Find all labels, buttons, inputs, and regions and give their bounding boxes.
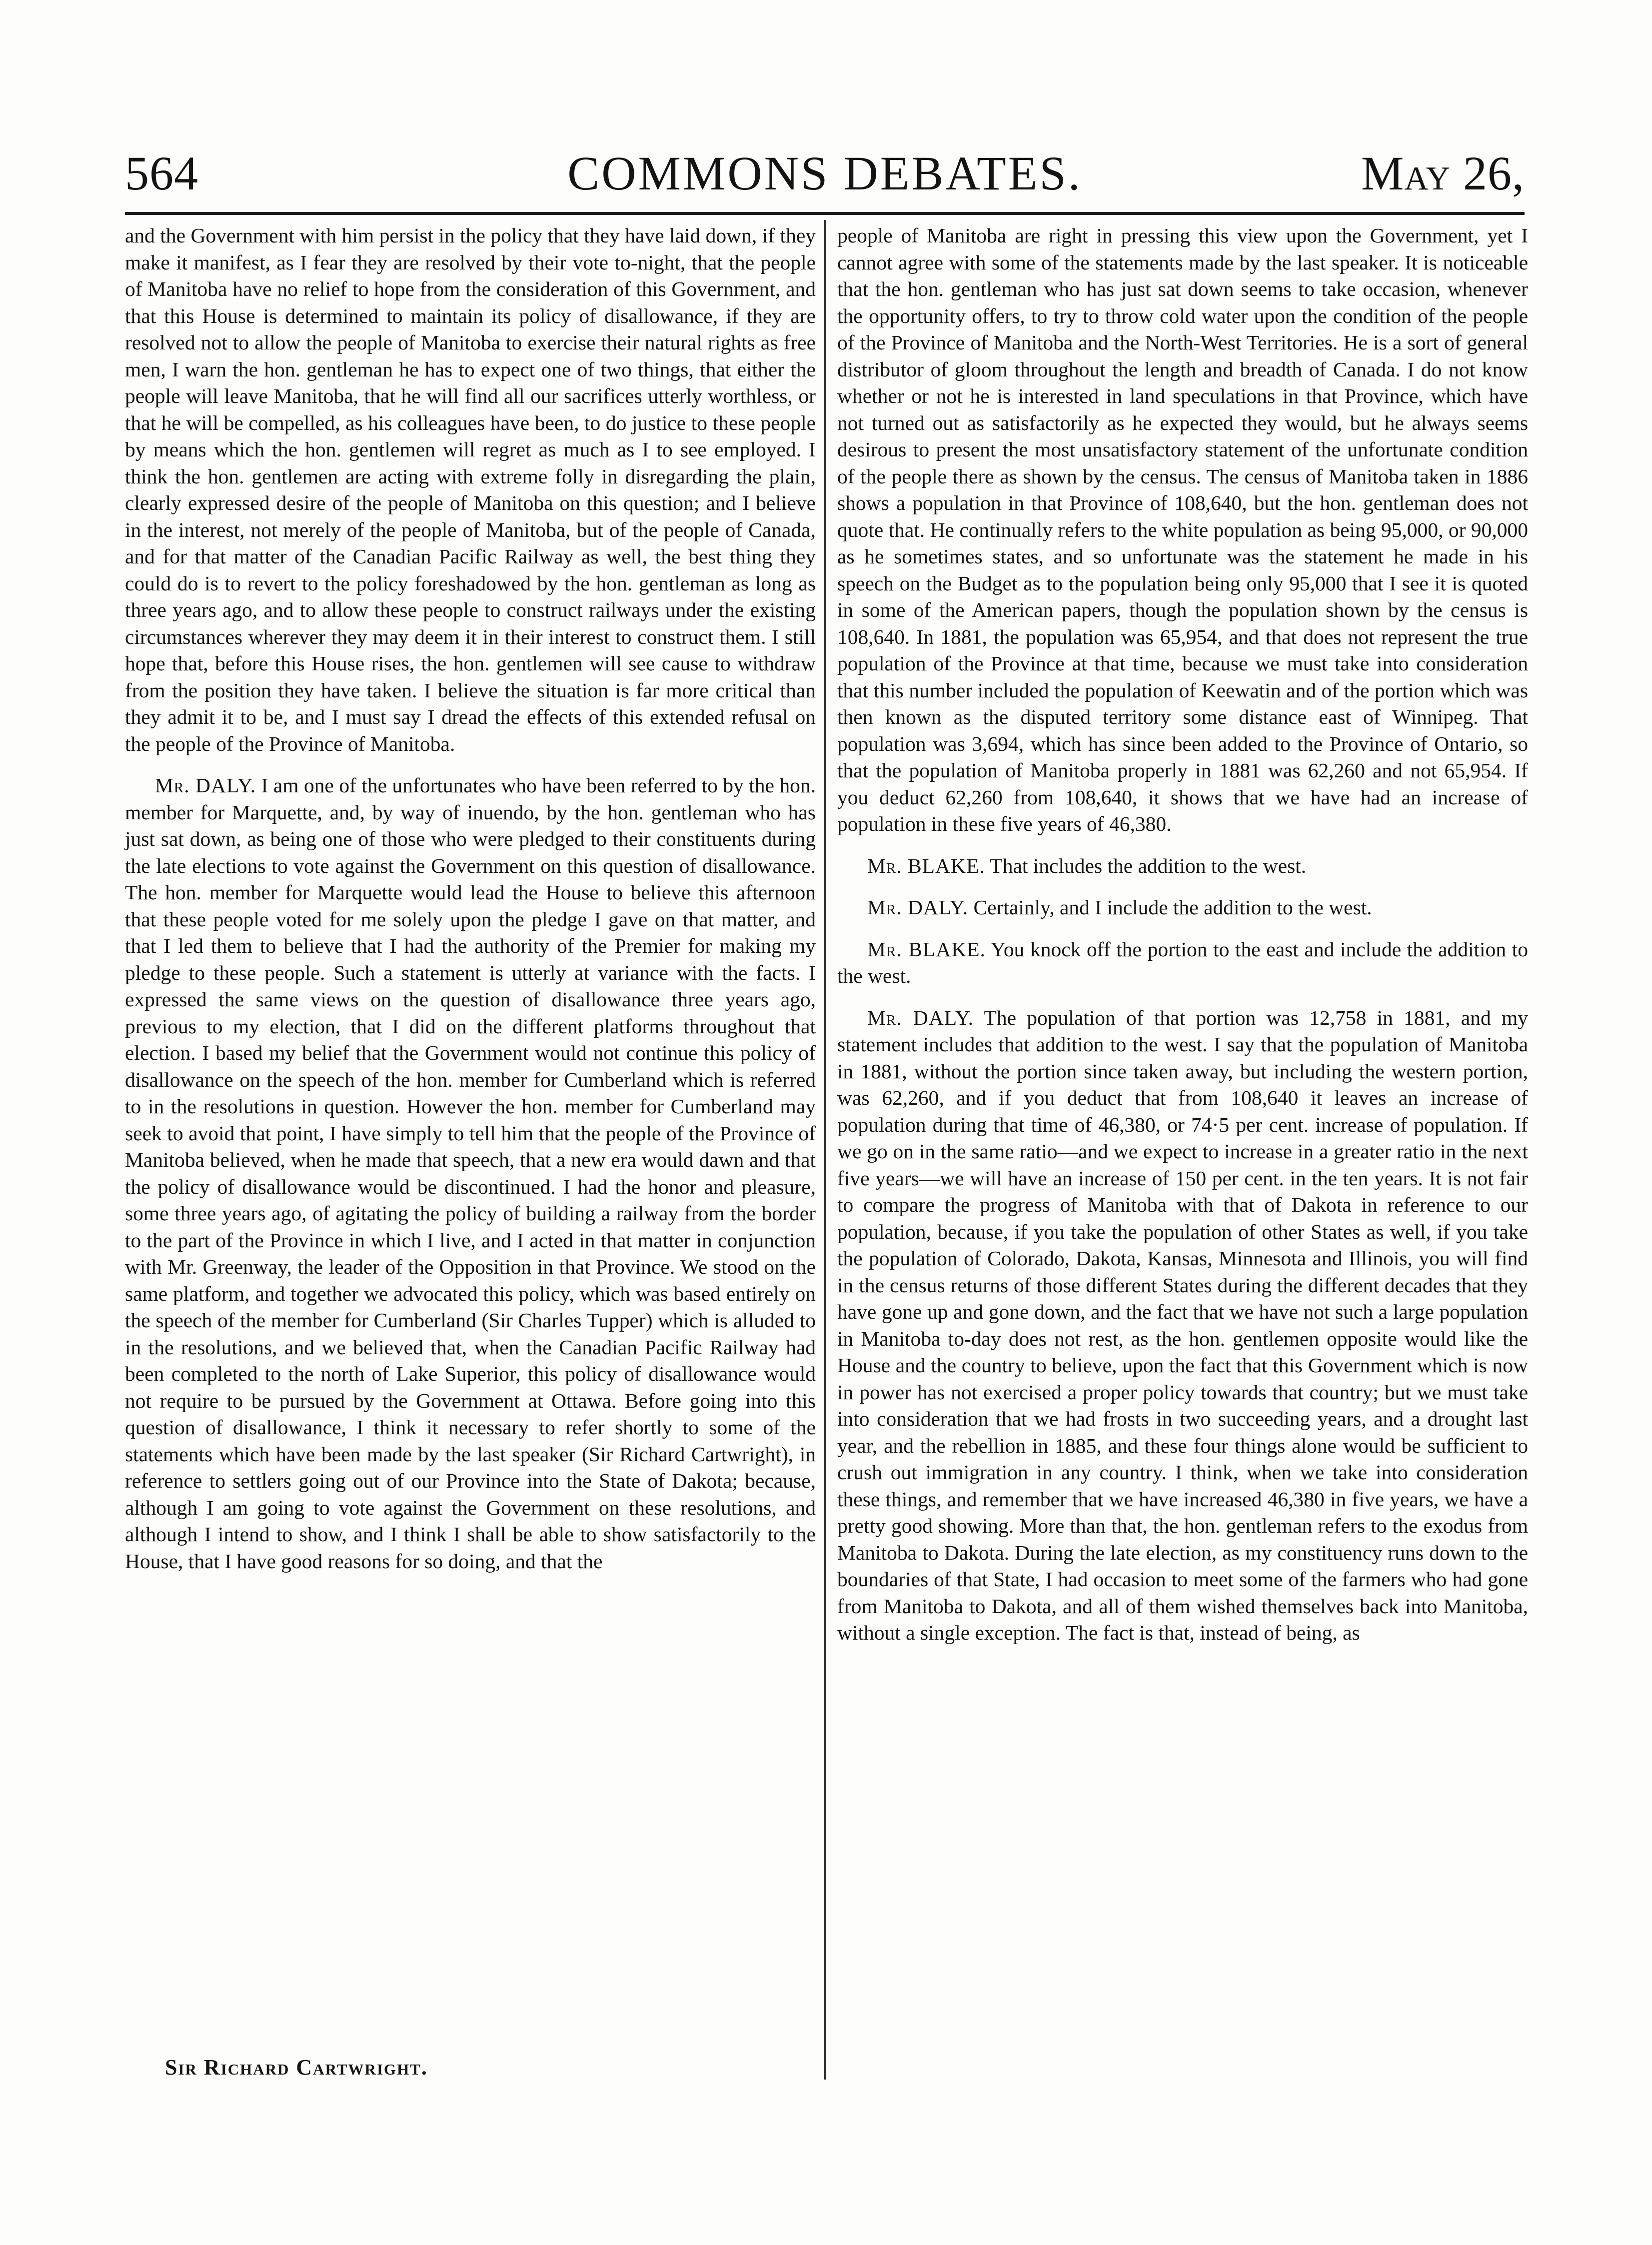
page-header — [125, 141, 1525, 206]
speech-text: You knock off the portion to the east and include the addition to the west. — [837, 937, 1528, 987]
speech-text: That includes the addition to the west. — [990, 854, 1307, 877]
header-rule — [125, 212, 1525, 215]
speech-daly — [837, 894, 1528, 921]
left-column — [125, 222, 816, 1590]
speech-daly — [837, 1005, 1528, 1647]
column-divider — [824, 220, 826, 2080]
speech-text: Certainly, and I include the addition to the west. — [973, 896, 1372, 919]
paragraph: people of Manitoba are right in pressing this view upon the Government, yet I cannot agree with some of the statements made by the last speaker. It is noticeable that the hon. gentleman who has just sat down seems to take occasion, whenever the opportunity offers, to try to throw cold water upon the condition of the people of the Province of Manitoba and the North-West Territories. He is a sort of general distributor of gloom throughout the length and breadth of Canada. I do not know whether or not he is interested in land speculations in that Province, which have not turned out as satisfactorily as he expected they would, but he always seems desirous to present the most unsatisfactory statement of the unfortunate condition of the people there as shown by the census. The census of Manitoba taken in 1886 shows a population in that Province of 108,640, but the hon. gentleman does not quote that. He continually refers to the white population as being 95,000, or 90,000 as he sometimes states, and so unfortunate was the statement he made in his speech on the Budget as to the population being only 95,000 that I see it is quoted in some of the American papers, though the population shown by the census is 108,640. In 1881, the population was 65,954, and that does not represent the true population of the Province at that time, because we must take into consideration that this number included the population of Keewatin and of the portion which was then known as the disputed territory some distance east of Winnipeg. That population was 3,694, which has since been added to the Province of Ontario, so that the population of Manitoba properly in 1881 was 62,260 and not 65,954. If you deduct 62,260 from 108,640, it shows that we have had an increase of population in these five years of 46,380. — [837, 224, 1528, 835]
speech-blake — [837, 853, 1528, 880]
header-date: May 26, — [1361, 146, 1525, 200]
page-number: 564 — [125, 146, 198, 200]
speaker-name: Mr. BLAKE. — [867, 937, 986, 961]
speech-daly — [125, 772, 816, 1575]
running-title: COMMONS DEBATES. — [567, 146, 1082, 200]
footer-speaker-catchword: Sir Richard Cartwright. — [165, 2055, 428, 2080]
speech-text: I am one of the unfortunates who have been referred to by the hon. member for Marquette, and, by way of inuendo, by the hon. gentleman who has just sat down, as being one of those who were pledged to their constituents during the late elections to vote against the Government on this question of disallowance. The hon. member for Marquette would lead the House to believe this afternoon that these people voted for me solely upon the pledge I gave on that matter, and that I led them to believe that I had the authority of the Premier for making my pledge to these people. Such a statement is utterly at variance with the facts. I expressed the same views on the question of disallowance three years ago, previous to my election, that I did on the different platforms throughout that election. I based my belief that the Government would not continue this policy of disallowance on the speech of the hon. member for Cumberland which is referred to in the resolutions in question. However the hon. member for Cumberland may seek to avoid that point, I have simply to tell him that the people of the Province of Manitoba believed, when he made that speech, that a new era would dawn and that the policy of disallowance would be discontinued. I had the honor and pleasure, some three years ago, of agitating the policy of building a railway from the border to the part of the Province in which I live, and I acted in that matter in conjunction with Mr. Greenway, the leader of the Opposition in that Province. We stood on the same platform, and together we advocated this policy, which was based entirely on the speech of the member for Cumberland (Sir Charles Tupper) which is alluded to in the resolutions, and we believed that, when the Canadian Pacific Railway had been completed to the north of Lake Superior, this policy of disallowance would not require to be pursued by the Government at Ottawa. Before going into this question of disallowance, I think it necessary to refer shortly to some of the statements which have been made by the last speaker (Sir Richard Cartwright), in reference to settlers going out of our Province into the State of Dakota; because, although I am going to vote against the Government on these resolutions, and although I intend to show, and I think I shall be able to show satisfactorily to the House, that I have good reasons for so doing, and that the — [125, 774, 816, 1573]
speaker-name: Mr. DALY. — [867, 896, 969, 919]
speech-text: The population of that portion was 12,758 in 1881, and my statement includes that addition to the west. I say that the population of Manitoba in 1881, without the portion since taken away, but including the western portion, was 62,260, and if you deduct that from 108,640 it leaves an increase of population during that time of 46,380, or 74·5 per cent. increase of population. If we go on in the same ratio—and we expect to increase in a greater ratio in the next five years—we will have an increase of 150 per cent. in the ten years. It is not fair to compare the progress of Manitoba with that of Dakota in reference to our population, because, if you take the population of other States as well, if you take the population of Colorado, Dakota, Kansas, Minnesota and Illinois, you will find in the census returns of those different States during the different decades that they have gone up and gone down, and the fact that we have not such a large population in Manitoba to-day does not rest, as the hon. gentlemen opposite would like the House and the country to believe, upon the fact that this Government which is now in power has not exercised a proper policy towards that country; but we must take into consideration that we had frosts in two succeeding years, and a drought last year, and the rebellion in 1885, and these four things alone would be sufficient to crush out immigration in any country. I think, when we take into consideration these things, and remember that we have increased 46,380 in five years, we have a pretty good showing. More than that, the hon. gentleman refers to the exodus from Manitoba to Dakota. During the late election, as my constituency runs down to the boundaries of that State, I had occasion to meet some of the farmers who had gone from Manitoba to Dakota, and all of them wished themselves back into Manitoba, without a single exception. The fact is that, instead of being, as — [837, 1006, 1528, 1644]
speaker-name: Mr. BLAKE. — [867, 854, 985, 877]
right-column — [837, 222, 1528, 1662]
speech-blake — [837, 936, 1528, 990]
speaker-name: Mr. DALY. — [867, 1006, 974, 1029]
paragraph: and the Government with him persist in the policy that they have laid down, if they make it manifest, as I fear they are resolved by their vote to-night, that the people of Manitoba have no relief to hope from the consideration of this Government, and that this House is determined to maintain its policy of disallowance, if they are resolved not to allow the people of Manitoba to exercise their natural rights as free men, I warn the hon. gentleman he has to expect one of two things, that either the people will leave Manitoba, that he will find all our sacrifices utterly worthless, or that he will be compelled, as his colleagues have been, to do justice to these people by means which the hon. gentlemen will regret as much as I to see employed. I think the hon. gentlemen are acting with extreme folly in disregarding the plain, clearly expressed desire of the people of Manitoba on this question; and I believe in the interest, not merely of the people of Manitoba, but of the people of Canada, and for that matter of the Canadian Pacific Railway as well, the best thing they could do is to revert to the policy foreshadowed by the hon. gentleman as long as three years ago, and to allow these people to construct railways under the existing circumstances wherever they may deem it in their interest to construct them. I still hope that, before this House rises, the hon. gentlemen will see cause to withdraw from the position they have taken. I believe the situation is far more critical than they admit it to be, and I must say I dread the effects of this extended refusal on the people of the Province of Manitoba. — [125, 224, 816, 755]
speaker-name: Mr. DALY. — [155, 774, 256, 797]
